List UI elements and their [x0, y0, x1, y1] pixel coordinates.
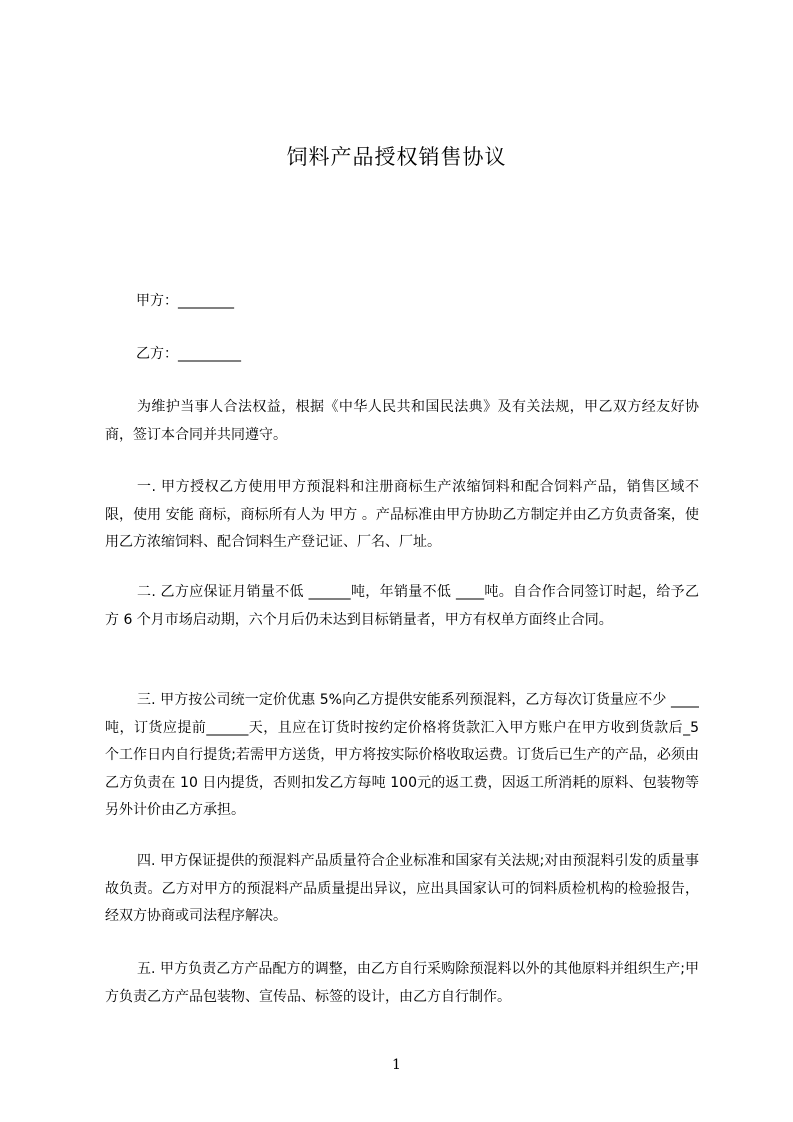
- page-number: 1: [392, 1057, 401, 1073]
- document-title: 饲料产品授权销售协议: [286, 145, 507, 169]
- clause-2-paragraph: 二. 乙方应保证月销量不低 ______吨，年销量不低 ____吨。自合作合同签订时起，给予乙方 6 个月市场启动期，六个月后仍未达到目标销量者，甲方有权单方面终止合同。: [105, 584, 699, 628]
- clause-1-paragraph: 一. 甲方授权乙方使用甲方预混料和注册商标生产浓缩饲料和配合饲料产品，销售区域不限，使用 安能 商标，商标所有人为 甲方 。产品标准由甲方协助乙方制定并由乙方负责备案，使用乙方浓缩饲料、配合饲料生产登记证、厂名、厂址。: [105, 479, 699, 550]
- party-b-line: 乙方：_________: [136, 346, 241, 362]
- clause-4-paragraph: 四. 甲方保证提供的预混料产品质量符合企业标准和国家有关法规;对由预混料引发的质量事故负责。乙方对甲方的预混料产品质量提出异议，应出具国家认可的饲料质检机构的检验报告，经双方协商或司法程序解决。: [105, 853, 699, 924]
- clause-3-paragraph: 三. 甲方按公司统一定价优惠 5%向乙方提供安能系列预混料，乙方每次订货量应不少 ____吨，订货应提前______天，且应在订货时按约定价格将货款汇入甲方账户在甲方收到货款后_5 个工作日内自行提货;若需甲方送货，甲方将按实际价格收取运费。订货后已生产的产品，必须由乙方负责在 10 日内提货，否则扣发乙方每吨 100元的返工费，因返工所消耗的原料、包装物等另外计价由乙方承担。: [105, 692, 699, 818]
- party-a-line: 甲方：________: [136, 293, 234, 309]
- preamble-paragraph: 为维护当事人合法权益，根据《中华人民共和国民法典》及有关法规，甲乙双方经友好协商，签订本合同并共同遵守。: [105, 399, 699, 443]
- clause-5-paragraph: 五. 甲方负责乙方产品配方的调整，由乙方自行采购除预混料以外的其他原料并组织生产;甲方负责乙方产品包装物、宣传品、标签的设计，由乙方自行制作。: [105, 961, 699, 1005]
